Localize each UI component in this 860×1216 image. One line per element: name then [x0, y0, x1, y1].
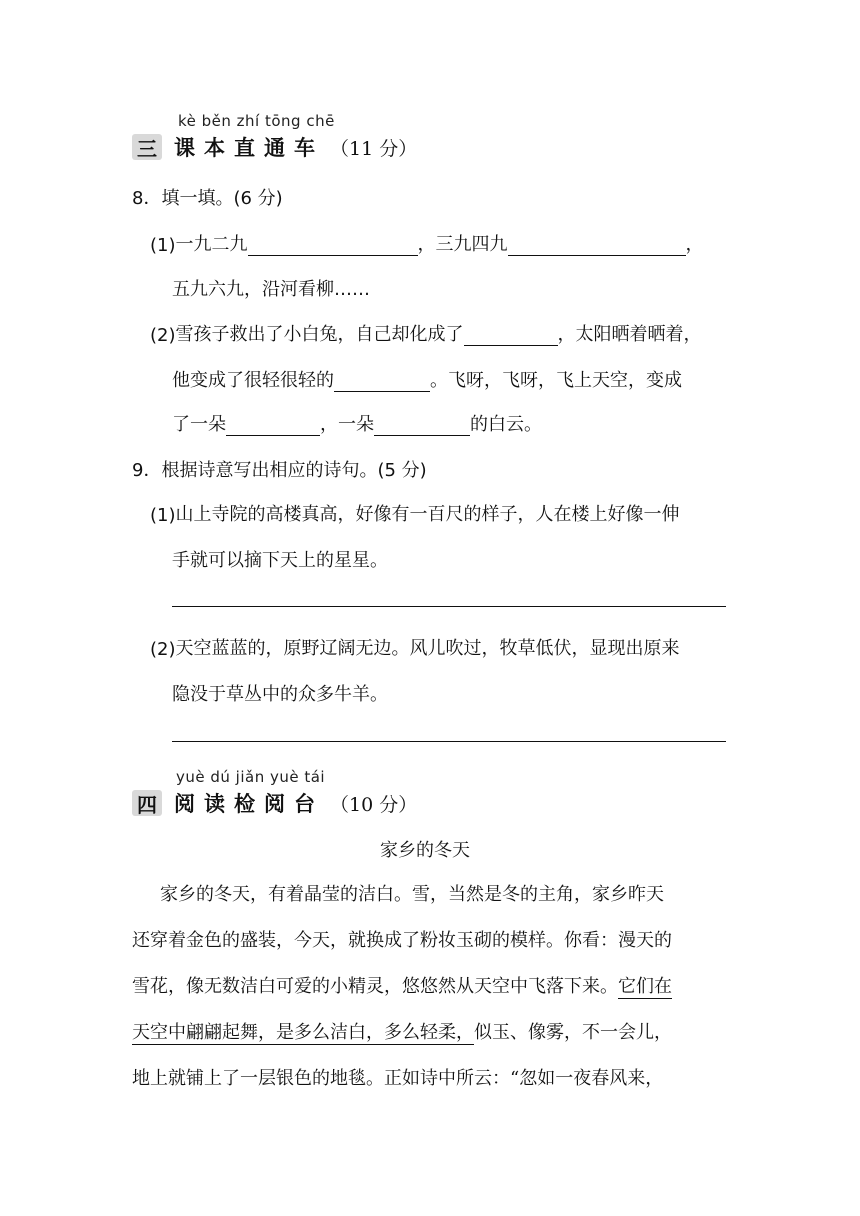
question-8-part2-line3	[172, 410, 542, 436]
section3-pinyin: kè běn zhí tōng chē	[178, 112, 335, 130]
question-8-part1-line1	[150, 230, 704, 256]
answer-line[interactable]	[172, 741, 726, 742]
text: 的白云。	[470, 414, 542, 435]
text: 天空蓝蓝的，原野辽阔无边。风儿吹过，牧草低伏，显现出原来	[175, 638, 680, 659]
fill-blank[interactable]	[248, 233, 418, 256]
question-9-label: 9．根据诗意写出相应的诗句。(5 分)	[132, 460, 427, 481]
question-8-part2-line1	[150, 320, 702, 346]
section4-header	[132, 788, 417, 818]
text: 似玉、像雾，不一会儿，	[474, 1022, 672, 1043]
question-9-part2-line1	[150, 634, 680, 660]
text: ，太阳晒着晒着，	[557, 324, 702, 345]
fill-blank[interactable]	[334, 369, 430, 392]
section3-badge: 三	[132, 134, 162, 160]
passage-title: 家乡的冬天	[380, 840, 470, 861]
part-number: (2)	[150, 639, 176, 660]
section3-header	[132, 132, 417, 162]
question-9-part2-line2: 隐没于草丛中的众多牛羊。	[172, 684, 388, 705]
fill-blank[interactable]	[226, 413, 320, 436]
text: 雪花，像无数洁白可爱的小精灵，悠悠然从天空中飞落下来。	[132, 976, 618, 997]
fill-blank[interactable]	[374, 413, 470, 436]
text: 他变成了很轻很轻的	[172, 370, 334, 391]
passage-line-4	[132, 1018, 672, 1044]
text: 雪孩子救出了小白兔，自己却化成了	[175, 324, 464, 345]
section4-score: （10 分）	[330, 793, 418, 816]
passage-line-3	[132, 972, 672, 998]
part-number: (1)	[150, 505, 176, 526]
text: ，一朵	[320, 414, 374, 435]
text: ，	[685, 234, 704, 255]
passage-line-2: 还穿着金色的盛装，今天，就换成了粉妆玉砌的模样。你看：漫天的	[132, 930, 672, 951]
passage-line-1: 家乡的冬天，有着晶莹的洁白。雪，当然是冬的主角，家乡昨天	[160, 884, 664, 905]
text: ，三九四九	[417, 234, 508, 255]
part-number: (1)	[150, 235, 176, 256]
text: 了一朵	[172, 414, 226, 435]
question-8-part1-line2: 五九六九，沿河看柳……	[172, 279, 370, 300]
text: 。飞呀，飞呀，飞上天空，变成	[430, 370, 682, 391]
underlined-text: 天空中翩翩起舞，是多么洁白，多么轻柔，	[132, 1022, 474, 1043]
section4-badge: 四	[132, 790, 162, 816]
question-9-part1-line2: 手就可以摘下天上的星星。	[172, 550, 388, 571]
part-number: (2)	[150, 325, 176, 346]
fill-blank[interactable]	[464, 323, 558, 346]
question-9-part1-line1	[150, 500, 680, 526]
section4-pinyin: yuè dú jiǎn yuè tái	[176, 768, 326, 786]
section3-score: （11 分）	[330, 137, 418, 160]
question-8-part2-line2	[172, 366, 682, 392]
fill-blank[interactable]	[508, 233, 686, 256]
answer-line[interactable]	[172, 606, 726, 607]
question-8-label: 8．填一填。(6 分)	[132, 188, 283, 209]
section3-title: 课本直通车	[174, 136, 324, 160]
text: 一九二九	[175, 234, 248, 255]
underlined-text: 它们在	[618, 976, 672, 997]
text: 山上寺院的高楼真高，好像有一百尺的样子，人在楼上好像一伸	[175, 504, 680, 525]
section4-title: 阅读检阅台	[174, 792, 324, 816]
passage-line-5: 地上就铺上了一层银色的地毯。正如诗中所云：“忽如一夜春风来，	[132, 1068, 664, 1089]
